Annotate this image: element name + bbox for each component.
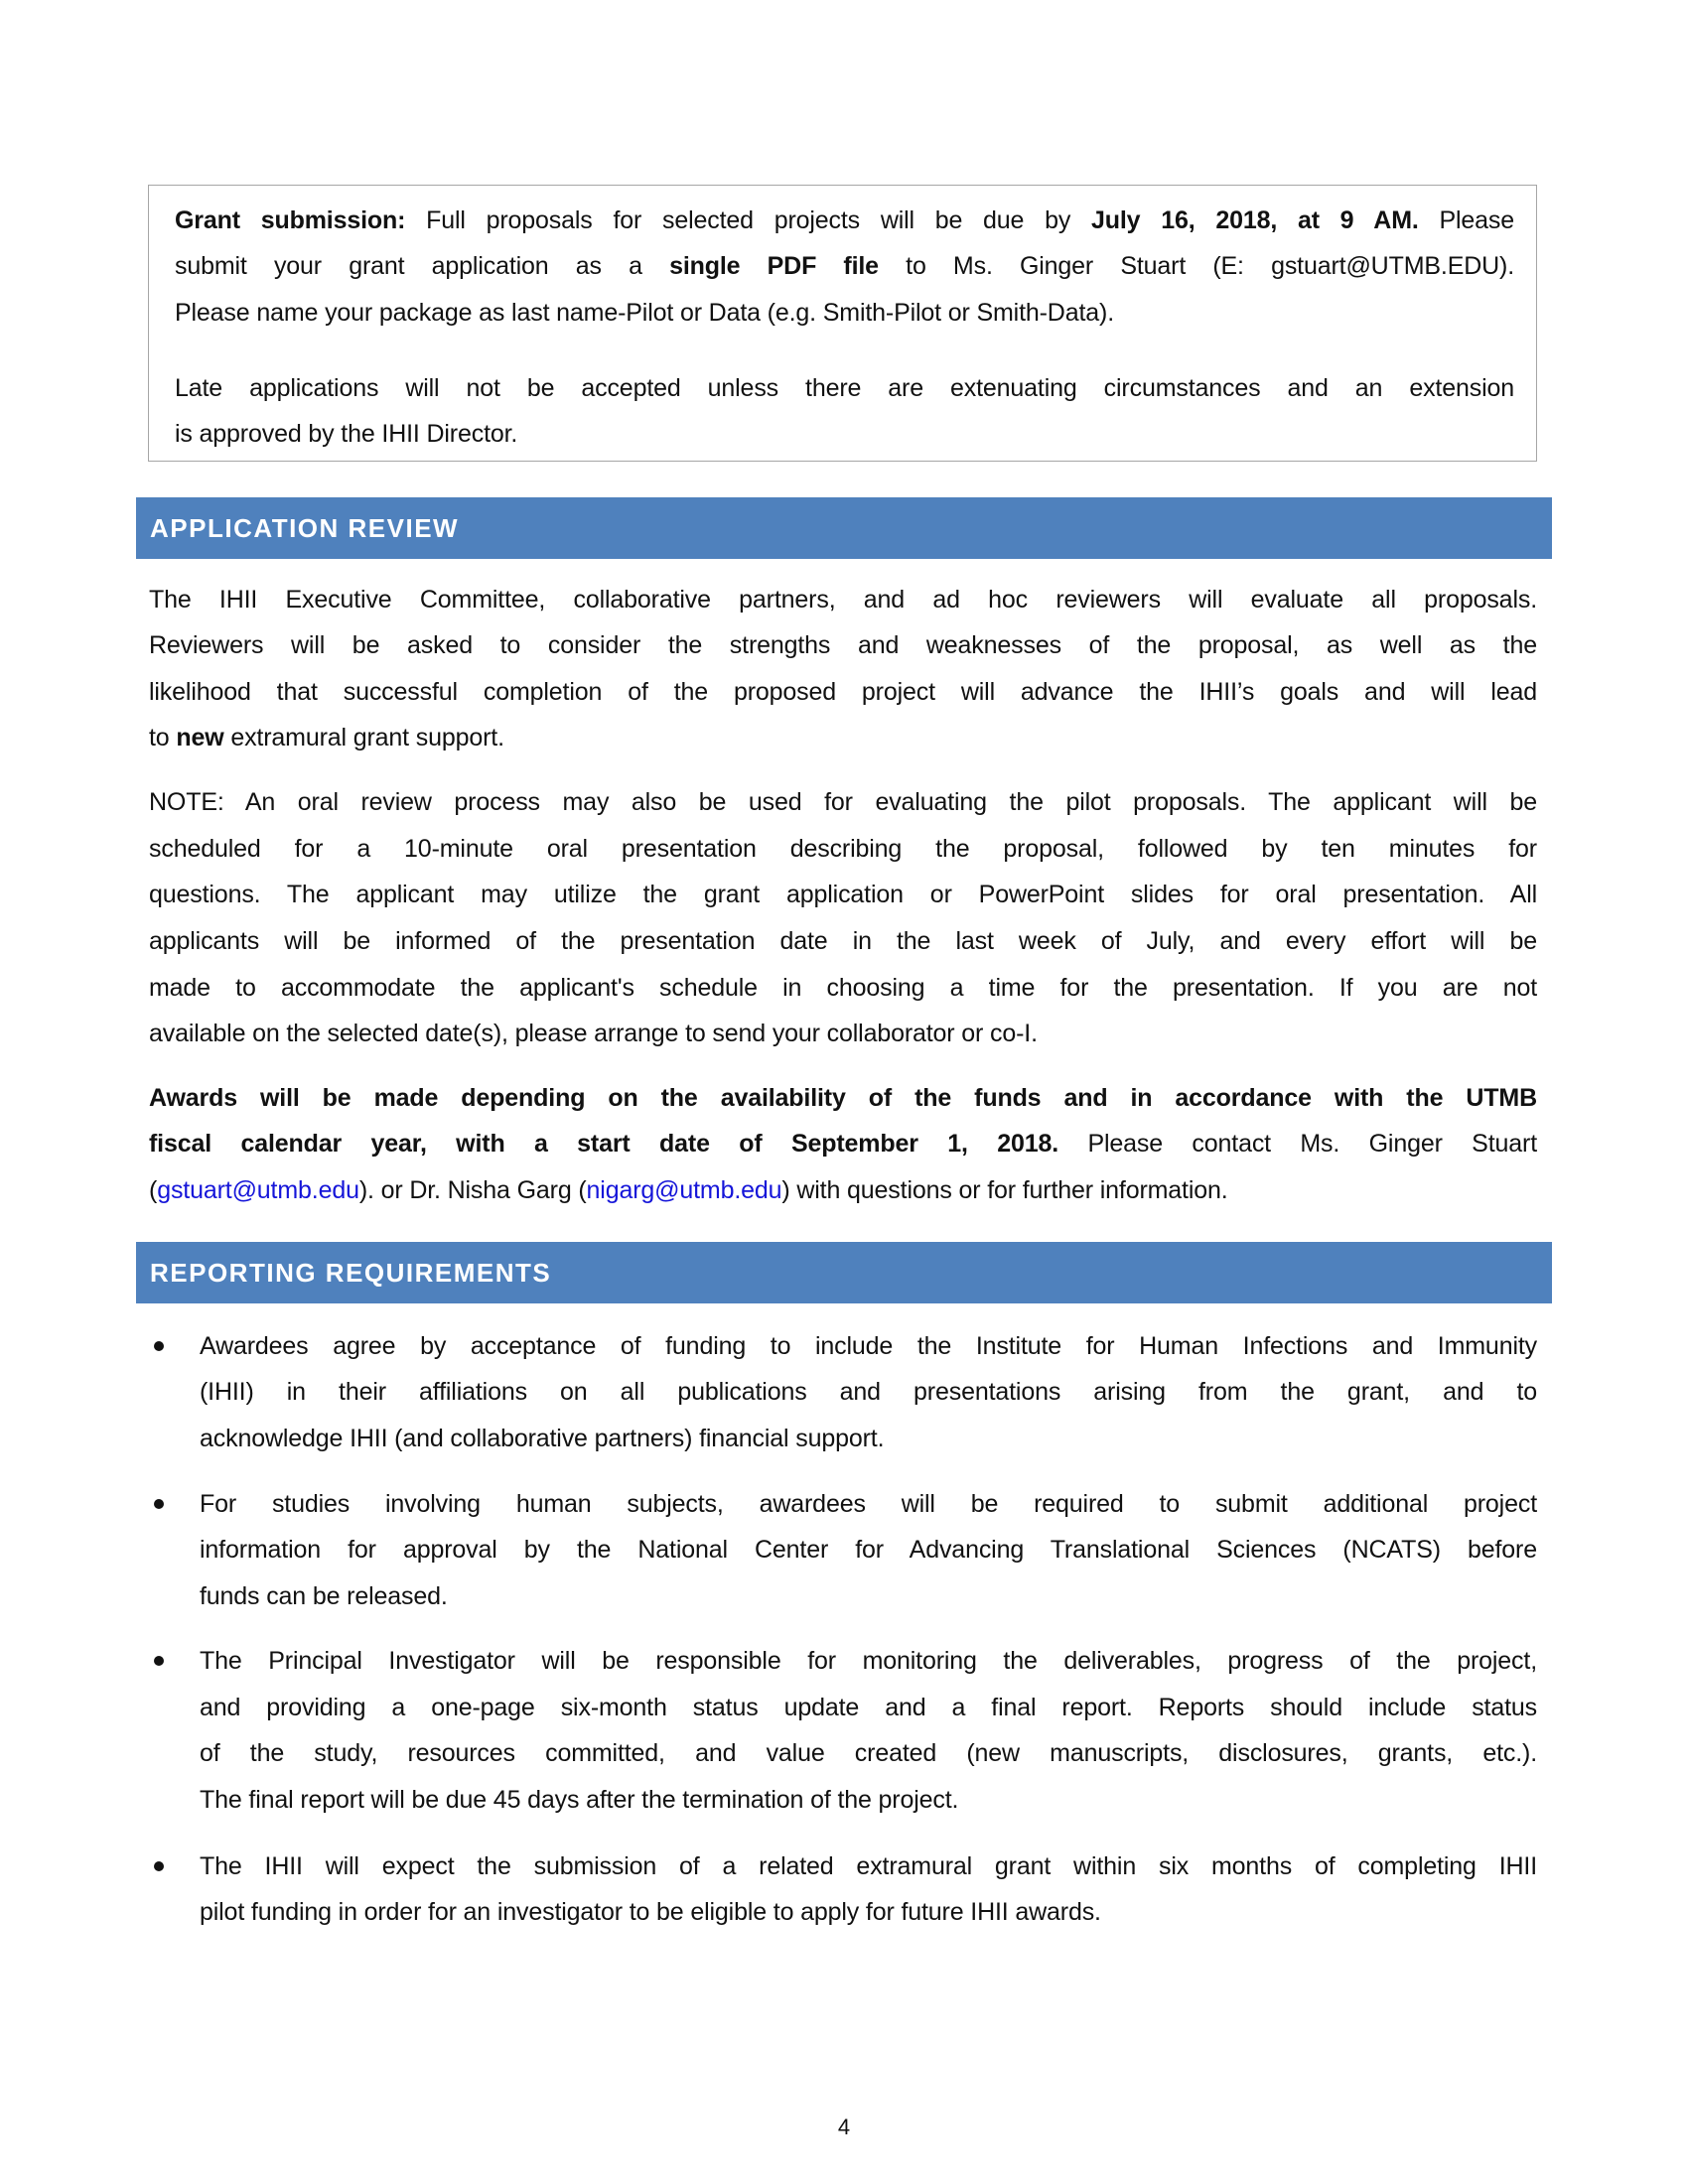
- bullet-icon: [154, 1861, 164, 1871]
- section-heading-reporting-requirements: [136, 1242, 1552, 1303]
- text-run: Late applications will not be accepted unless there are extenuating circumstances and an extension: [175, 374, 1514, 402]
- note-line5: [149, 973, 1537, 1003]
- review-para1-line4: [149, 723, 504, 752]
- box-para1-line3: [175, 298, 1114, 328]
- text-run: and providing a one-page six-month status update and a final report. Reports should include status: [200, 1694, 1537, 1721]
- text-run: likelihood that successful completion of the proposed project will advance the IHII’s goals and will lead: [149, 678, 1537, 706]
- bullet-icon: [154, 1656, 164, 1666]
- note-line3: [149, 880, 1537, 909]
- review-para1-line3: [149, 677, 1537, 707]
- awards-line2: [149, 1129, 1537, 1159]
- bold-text: single PDF file: [669, 252, 879, 280]
- text-run: Please contact Ms. Ginger Stuart: [1058, 1130, 1537, 1158]
- text-run: pilot funding in order for an investigator to be eligible to apply for future IHII awards.: [200, 1898, 1101, 1926]
- text-run: information for approval by the National Center for Advancing Translational Sciences (NCATS) before: [200, 1536, 1537, 1564]
- text-run: The IHII will expect the submission of a related extramural grant within six months of completing IHII: [200, 1852, 1537, 1880]
- text-run: available on the selected date(s), please arrange to send your collaborator or co-I.: [149, 1020, 1038, 1047]
- text-run: Please: [1418, 206, 1515, 234]
- bullet1-line1: [200, 1331, 1537, 1361]
- awards-line3: [149, 1175, 1228, 1205]
- awards-line1: [149, 1083, 1537, 1113]
- text-run: The final report will be due 45 days after the termination of the project.: [200, 1786, 959, 1814]
- email-link[interactable]: gstuart@utmb.edu: [157, 1176, 359, 1204]
- text-run: (IHII) in their affiliations on all publications and presentations arising from the grant, and to: [200, 1378, 1537, 1406]
- text-run: ) with questions or for further information.: [781, 1176, 1228, 1204]
- text-run: Full proposals for selected projects will be due by: [405, 206, 1092, 234]
- box-para1-line2: [175, 251, 1514, 281]
- bullet1-line3: [200, 1424, 884, 1453]
- bold-text: new: [176, 724, 224, 751]
- text-run: Awardees agree by acceptance of funding to include the Institute for Human Infections and Immunity: [200, 1332, 1537, 1360]
- bullet3-line4: [200, 1785, 958, 1815]
- box-para2-line1: [175, 373, 1514, 403]
- bullet3-line3: [200, 1738, 1537, 1768]
- text-run: made to accommodate the applicant's schedule in choosing a time for the presentation. If you are not: [149, 974, 1537, 1002]
- email-link[interactable]: nigarg@utmb.edu: [586, 1176, 782, 1204]
- bullet-icon: [154, 1341, 164, 1351]
- bold-text: Grant submission:: [175, 206, 406, 234]
- text-run: scheduled for a 10-minute oral presentation describing the proposal, followed by ten minutes for: [149, 835, 1537, 863]
- text-run: to: [149, 724, 177, 751]
- text-run: funds can be released.: [200, 1582, 448, 1610]
- bullet3-line2: [200, 1693, 1537, 1722]
- review-para1-line2: [149, 630, 1537, 660]
- box-para2-line2: [175, 419, 517, 449]
- bullet4-line2: [200, 1897, 1101, 1927]
- review-para1-line1: [149, 585, 1537, 614]
- text-run: The Principal Investigator will be responsible for monitoring the deliverables, progress of the project,: [200, 1647, 1537, 1675]
- section-heading-text: REPORTING REQUIREMENTS: [150, 1258, 552, 1288]
- note-line1: [149, 787, 1537, 817]
- text-run: Please name your package as last name-Pilot or Data (e.g. Smith-Pilot or Smith-Data).: [175, 299, 1114, 327]
- text-run: acknowledge IHII (and collaborative partners) financial support.: [200, 1425, 885, 1452]
- text-run: applicants will be informed of the presentation date in the last week of July, and every effort will be: [149, 927, 1537, 955]
- text-run: questions. The applicant may utilize the grant application or PowerPoint slides for oral presentation. All: [149, 881, 1537, 908]
- note-line2: [149, 834, 1537, 864]
- bullet3-line1: [200, 1646, 1537, 1676]
- text-run: ). or Dr. Nisha Garg (: [358, 1176, 587, 1204]
- text-run: (: [149, 1176, 158, 1204]
- bullet2-line2: [200, 1535, 1537, 1565]
- text-run: is approved by the IHII Director.: [175, 420, 518, 448]
- section-heading-text: APPLICATION REVIEW: [150, 513, 460, 543]
- text-run: of the study, resources committed, and value created (new manuscripts, disclosures, grants, etc.).: [200, 1739, 1537, 1767]
- bold-text: Awards will be made depending on the availability of the funds and in accordance with the UTMB: [149, 1084, 1537, 1112]
- text-run: extramural grant support.: [223, 724, 504, 751]
- bullet2-line3: [200, 1581, 448, 1611]
- text-run: Reviewers will be asked to consider the strengths and weaknesses of the proposal, as well as the: [149, 631, 1537, 659]
- bullet2-line1: [200, 1489, 1537, 1519]
- bold-text: July 16, 2018, at 9 AM.: [1091, 206, 1419, 234]
- text-run: submit your grant application as a: [175, 252, 670, 280]
- text-run: to Ms. Ginger Stuart (E: gstuart@UTMB.EDU).: [878, 252, 1514, 280]
- text-run: The IHII Executive Committee, collaborative partners, and ad hoc reviewers will evaluate all proposals.: [149, 586, 1537, 614]
- text-run: NOTE: An oral review process may also be used for evaluating the pilot proposals. The applicant will be: [149, 788, 1537, 816]
- section-heading-application-review: [136, 497, 1552, 559]
- bullet-icon: [154, 1499, 164, 1509]
- note-line6: [149, 1019, 1038, 1048]
- box-para1-line1: [175, 205, 1514, 235]
- bullet1-line2: [200, 1377, 1537, 1407]
- page-number: 4: [837, 2115, 851, 2139]
- bullet4-line1: [200, 1851, 1537, 1881]
- note-line4: [149, 926, 1537, 956]
- text-run: For studies involving human subjects, awardees will be required to submit additional project: [200, 1490, 1537, 1518]
- bold-text: fiscal calendar year, with a start date of September 1, 2018.: [149, 1130, 1059, 1158]
